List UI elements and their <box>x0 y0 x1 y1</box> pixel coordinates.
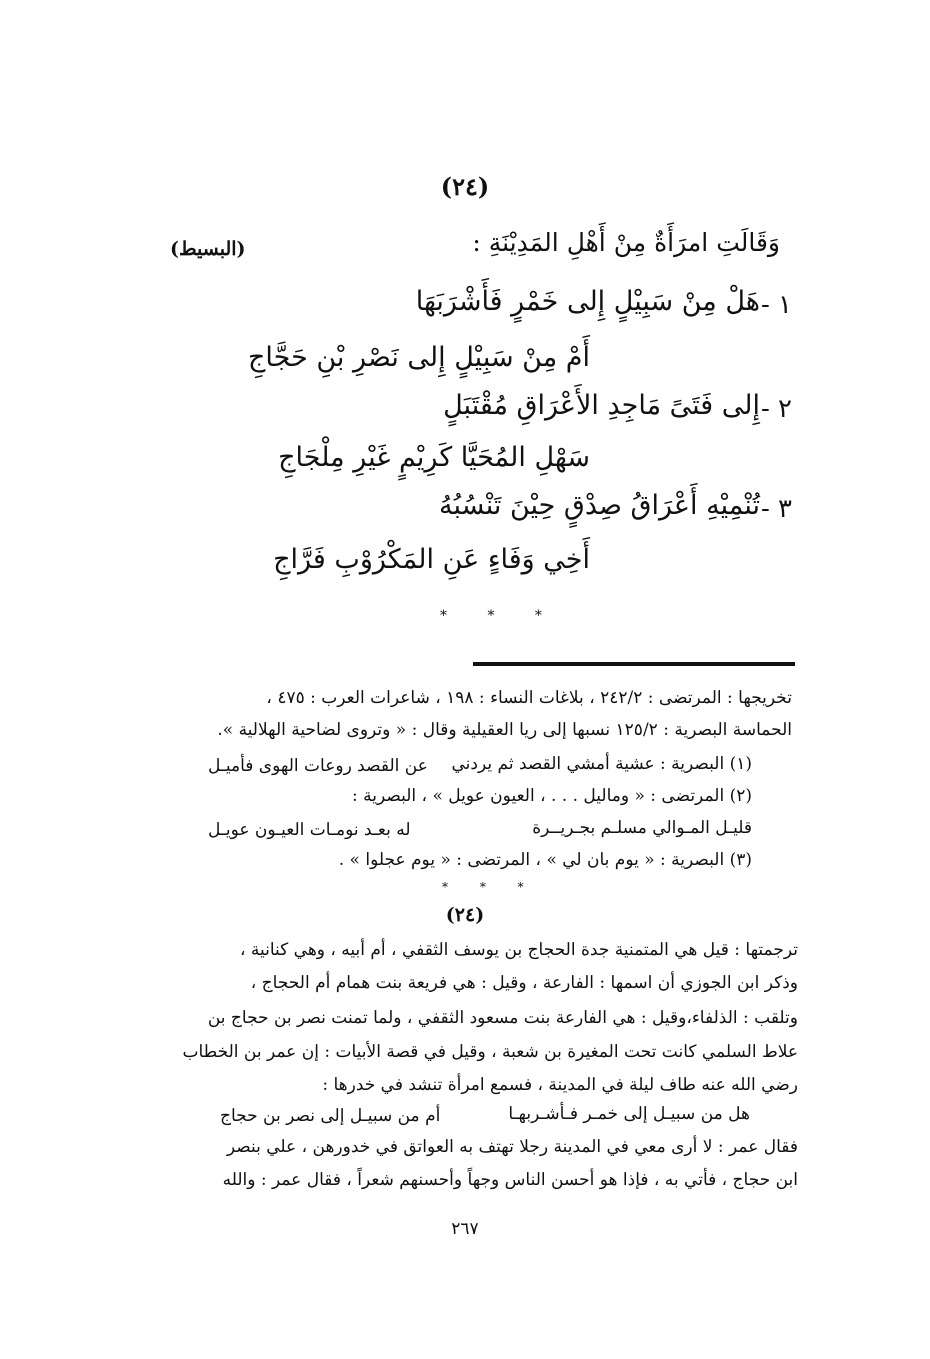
verse-number: ٣ - <box>760 494 792 524</box>
footnote-3: (٣) البصرية : « يوم بان لي » ، المرتضى : « يوم عجلوا » . <box>338 850 752 870</box>
footnote-2-verse-right: قليـل المـوالي مسلـم بجـريــرة <box>532 818 752 838</box>
verse-second-hemistich: أَخِي وَفَاءٍ عَنِ المَكْرُوْبِ فَرَّاجِ <box>273 544 590 575</box>
bio-line: ابن حجاج ، فأتي به ، فإذا هو أحسن الناس وجهاً وأحسنهم شعراً ، فقال عمر : والله <box>222 1170 798 1190</box>
footnote-1-right: (١) البصرية : عشية أمشي القصد ثم يردني <box>451 754 752 774</box>
footnote-2: (٢) المرتضى : « وماليل . . . ، العيون عويل » ، البصرية : <box>352 786 752 806</box>
poem-meter: (البسيط) <box>170 238 246 260</box>
verse-number: ١ - <box>760 290 792 320</box>
bio-line: وتلقب : الذلفاء،وقيل : هي الفارعة بنت مسعود الثقفي ، ولما تمنت نصر بن حجاج بن <box>207 1008 798 1028</box>
takhrij-line: تخريجها : المرتضى : ٢٤٢/٢ ، بلاغات النساء : ١٩٨ ، شاعرات العرب : ٤٧٥ ، <box>266 688 792 708</box>
verse-second-hemistich: أَمْ مِنْ سَبِيْلٍ إِلى نَصْرِ بْنِ حَجَّاجِ <box>248 342 590 373</box>
footnote-1-left: عن القصد روعات الهوى فأميـل <box>208 756 428 776</box>
verse-second-hemistich: سَهْلِ المُحَيَّا كَرِيْمٍ غَيْرِ مِلْجَاجِ <box>278 442 590 473</box>
verse-first-hemistich: إِلى فَتَىً مَاجِدِ الأَعْرَاقِ مُقْتَبَلٍ <box>443 390 760 421</box>
verse-number: ٢ - <box>760 394 792 424</box>
poem-intro: وَقَالَتِ امرَأَةٌ مِنْ أَهْلِ المَدِيْنَةِ : <box>472 228 780 257</box>
bio-line: علاط السلمي كانت تحت المغيرة بن شعبة ، وقيل في قصة الأبيات : إن عمر بن الخطاب <box>182 1042 798 1062</box>
takhrij-line: الحماسة البصرية : ١٢٥/٢ نسبها إلى ريا العقيلية وقال : « وتروى لضاحية الهلالية ». <box>217 720 792 740</box>
bio-line: ترجمتها : قيل هي المتمنية جدة الحجاج بن يوسف الثقفي ، أم أبيه ، وهي كنانية ، <box>239 940 798 960</box>
bio-line: رضي الله عنه طاف ليلة في المدينة ، فسمع امرأة تنشد في خدرها : <box>322 1075 798 1095</box>
verse-first-hemistich: هَلْ مِنْ سَبِيْلٍ إِلى خَمْرٍ فَأَشْرَبَهَا <box>415 286 760 317</box>
poem-number: (٢٤) <box>440 172 490 201</box>
verse-first-hemistich: تُنْمِيْهِ أَعْرَاقُ صِدْقٍ حِيْنَ تَنْسُبُهُ <box>439 490 760 521</box>
bio-verse-right: هل من سبيـل إلى خمـر فـأشـربهـا <box>508 1104 750 1124</box>
bio-line: وذكر ابن الجوزي أن اسمها : الفارعة ، وقيل : هي فريعة بنت همام أم الحجاج ، <box>250 973 798 993</box>
bio-verse-left: أم من سبيـل إلى نصر بن حجاج <box>220 1106 441 1126</box>
footnote-2-verse-left: له بعـد نومـات العيـون عويـل <box>208 820 411 840</box>
footnote-rule <box>473 662 795 666</box>
notes-separator: * * * <box>442 880 538 894</box>
bio-line: فقال عمر : لا أرى معي في المدينة رجلا تهتف به العواتق في خدورهن ، علي بنصر <box>226 1137 798 1157</box>
section-separator: * * * <box>440 608 560 624</box>
page-number: ٢٦٧ <box>451 1219 479 1239</box>
bio-number: (٢٤) <box>445 904 485 926</box>
